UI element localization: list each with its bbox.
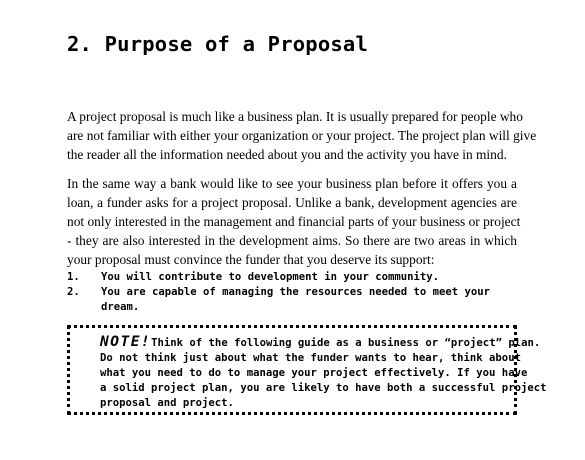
paragraph-intro — [67, 107, 537, 164]
paragraph-line: loan, a funder asks for a project proposal. Unlike a bank, development agencies are — [67, 195, 517, 210]
list-item — [67, 270, 517, 285]
list-item-line: You are capable of managing the resources needed to meet your — [101, 286, 491, 298]
paragraph-line: In the same way a bank would like to see your business plan before it offers you a — [67, 176, 517, 191]
note-text — [100, 334, 547, 411]
support-areas-list — [67, 270, 517, 315]
note-line: a solid project plan, you are likely to have both a successful project — [100, 382, 547, 394]
list-item-text — [101, 285, 517, 315]
note-line: Do not think just about what the funder wants to hear, think about — [100, 352, 521, 364]
list-item-line: You will contribute to development in your community. — [101, 271, 440, 283]
list-item-line: dream. — [101, 301, 140, 313]
list-item-number: 2. — [67, 286, 80, 298]
paragraph-line: not only interested in the management and financial parts of your business or project — [67, 214, 521, 229]
note-line: what you need to do to manage your project effectively. If you have — [100, 367, 528, 379]
paragraph-line: A project proposal is much like a business plan. It is usually prepared for people who — [67, 109, 523, 124]
section-heading: 2. Purpose of a Proposal — [67, 32, 369, 56]
list-item — [67, 285, 517, 315]
note-line — [100, 334, 541, 351]
paragraph-line: the reader all the information needed about you and the activity you have in mind. — [67, 147, 507, 162]
paragraph-bank-comparison — [67, 174, 521, 269]
note-line: proposal and project. — [100, 397, 234, 409]
paragraph-line: your proposal must convince the funder that you deserve its support: — [67, 252, 435, 267]
list-item-number: 1. — [67, 271, 80, 283]
paragraph-line: - they are also interested in the development aims. So there are two areas in which — [67, 233, 517, 248]
paragraph-line: are not familiar with either your organization or your project. The project plan will give — [67, 128, 537, 143]
list-item-text — [101, 270, 517, 285]
note-label: NOTE! — [100, 334, 152, 350]
note-first-line: Think of the following guide as a business or “project” plan. — [151, 337, 541, 349]
